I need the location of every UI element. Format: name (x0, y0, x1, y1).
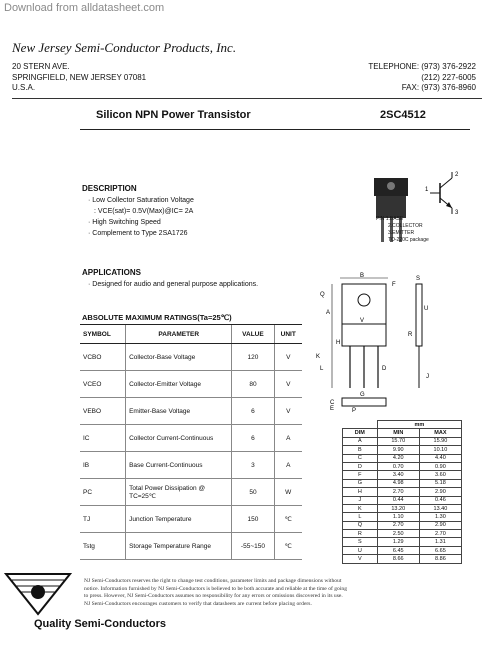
dim-cell: A (343, 437, 378, 445)
parameter-cell: Storage Temperature Range (126, 533, 232, 560)
table-row (343, 454, 462, 462)
max-cell: 1.31 (419, 538, 461, 546)
min-cell: 2.70 (377, 521, 419, 529)
value-cell: 50 (232, 479, 274, 506)
symbol-cell: Tstg (80, 533, 126, 560)
symbol-cell: VEBO (80, 398, 126, 425)
dimension-letter: S (416, 276, 421, 282)
dimension-letter: E (330, 406, 335, 412)
min-cell: 2.50 (377, 530, 419, 538)
package-outline-drawing (312, 270, 462, 418)
min-cell: 0.44 (377, 496, 419, 504)
phone-line: FAX: (973) 376-8960 (401, 83, 476, 92)
symbol-cell: IC (80, 425, 126, 452)
table-row (80, 533, 302, 560)
dim-cell: F (343, 471, 378, 479)
dimension-letter: H (336, 340, 341, 346)
dimensions-table (342, 420, 462, 564)
symbol-cell: PC (80, 479, 126, 506)
parameter-cell: Collector Current-Continuous (126, 425, 232, 452)
parameter-cell: Collector-Base Voltage (126, 344, 232, 371)
dim-cell: V (343, 555, 378, 563)
disclaimer-line: to press. However, NJ Semi-Conductors assumes no responsibility for any errors or omissions discovered in its use. (84, 593, 343, 600)
dimension-letter: A (326, 310, 331, 316)
pin-number: 1 (425, 187, 429, 193)
table-row (343, 504, 462, 512)
value-cell: 120 (232, 344, 274, 371)
dimension-letter: K (316, 354, 321, 360)
column-header: MAX (419, 429, 461, 437)
parameter-cell: Total Power Dissipation @ TC=25℃ (126, 479, 232, 506)
pin-label: TO-220C package (388, 237, 429, 243)
value-cell: -55~150 (232, 533, 274, 560)
table-row (343, 479, 462, 487)
value-cell: 6 (232, 398, 274, 425)
unit-header: mm (377, 421, 461, 429)
min-cell: 9.90 (377, 446, 419, 454)
dimension-letter: R (408, 332, 413, 338)
min-cell: 4.98 (377, 479, 419, 487)
ratings-heading: ABSOLUTE MAXIMUM RATINGS(Ta=25℃) (82, 313, 232, 322)
pin-number: 3 (455, 210, 459, 216)
min-cell: 1.10 (377, 513, 419, 521)
table-row (343, 513, 462, 521)
max-cell: 13.40 (419, 504, 461, 512)
column-header: SYMBOL (80, 325, 126, 344)
value-cell: 3 (232, 452, 274, 479)
column-header: DIM (343, 429, 378, 437)
table-row (343, 488, 462, 496)
max-cell: 2.90 (419, 521, 461, 529)
table-header-row (343, 421, 462, 429)
min-cell: 0.70 (377, 462, 419, 470)
dim-cell: G (343, 479, 378, 487)
dim-cell: J (343, 496, 378, 504)
disclaimer-line: notice. Information furnished by NJ Semi-Conductors is believed to be both accurate and reliable at the time of going (84, 585, 347, 592)
pin-label: PIN 1.BASE (376, 216, 404, 222)
unit-cell: ℃ (274, 533, 302, 560)
dim-cell: D (343, 462, 378, 470)
max-cell: 5.18 (419, 479, 461, 487)
dim-cell: C (343, 454, 378, 462)
dim-cell: U (343, 546, 378, 554)
column-header: PARAMETER (126, 325, 232, 344)
max-cell: 8.86 (419, 555, 461, 563)
max-cell: 0.46 (419, 496, 461, 504)
parameter-cell: Collector-Emitter Voltage (126, 371, 232, 398)
dimension-letter: L (320, 366, 324, 372)
dim-cell: K (343, 504, 378, 512)
unit-cell: V (274, 344, 302, 371)
value-cell: 6 (232, 425, 274, 452)
address-line: U.S.A. (12, 83, 36, 92)
min-cell: 6.45 (377, 546, 419, 554)
min-cell: 15.70 (377, 437, 419, 445)
dimension-letter: G (360, 392, 365, 398)
max-cell: 2.70 (419, 530, 461, 538)
max-cell: 3.60 (419, 471, 461, 479)
document-title: Silicon NPN Power Transistor (96, 109, 251, 121)
description-section (82, 184, 194, 239)
pin-legend (376, 216, 429, 244)
table-row (343, 538, 462, 546)
phone-line: (212) 227-6005 (421, 72, 476, 82)
unit-cell: A (274, 452, 302, 479)
disclaimer-line: NJ Semi-Conductors encourages customers to verify that datasheets are current before placing orders. (84, 600, 312, 607)
header-divider (12, 98, 482, 99)
table-header-row (343, 429, 462, 437)
unit-cell: W (274, 479, 302, 506)
symbol-cell: VCBO (80, 344, 126, 371)
min-cell: 2.70 (377, 488, 419, 496)
table-row (80, 344, 302, 371)
phone-line: TELEPHONE: (973) 376-2922 (368, 62, 476, 71)
table-row (343, 555, 462, 563)
dim-cell: Q (343, 521, 378, 529)
table-row (343, 462, 462, 470)
parameter-cell: Emitter-Base Voltage (126, 398, 232, 425)
pin-number: 2 (455, 172, 459, 178)
min-cell: 3.40 (377, 471, 419, 479)
max-cell: 6.65 (419, 546, 461, 554)
min-cell: 8.66 (377, 555, 419, 563)
max-cell: 0.90 (419, 462, 461, 470)
watermark-text: Download from alldatasheet.com (4, 2, 165, 14)
table-row (343, 530, 462, 538)
table-row (80, 425, 302, 452)
min-cell: 1.29 (377, 538, 419, 546)
description-item: · High Switching Speed (88, 219, 161, 226)
title-divider (80, 129, 470, 130)
symbol-cell: IB (80, 452, 126, 479)
min-cell: 13.20 (377, 504, 419, 512)
table-row (343, 546, 462, 554)
applications-item: · Designed for audio and general purpose applications. (88, 281, 259, 288)
value-cell: 150 (232, 506, 274, 533)
dimension-letter: C (330, 400, 335, 406)
address-line: 20 STERN AVE. (12, 62, 70, 71)
company-phones (368, 62, 476, 94)
table-row (343, 446, 462, 454)
table-header-row (80, 325, 302, 344)
max-cell: 10.10 (419, 446, 461, 454)
max-cell: 2.90 (419, 488, 461, 496)
max-cell: 4.40 (419, 454, 461, 462)
symbol-cell: TJ (80, 506, 126, 533)
dim-cell: R (343, 530, 378, 538)
table-row (343, 496, 462, 504)
pin-label: 3.EMITTER (388, 230, 415, 236)
unit-cell: V (274, 371, 302, 398)
table-row (80, 398, 302, 425)
symbol-cell: VCEO (80, 371, 126, 398)
value-cell: 80 (232, 371, 274, 398)
table-row (80, 452, 302, 479)
part-number: 2SC4512 (380, 109, 426, 121)
disclaimer (84, 578, 484, 608)
dimension-letter: F (392, 282, 396, 288)
disclaimer-line: NJ Semi-Conductors reserves the right to change test conditions, parameter limits and package dimensions without (84, 578, 342, 584)
column-header: VALUE (232, 325, 274, 344)
table-row (343, 521, 462, 529)
description-item: · Low Collector Saturation Voltage (88, 197, 194, 204)
dimension-letter: P (352, 408, 357, 414)
column-header: UNIT (274, 325, 302, 344)
max-cell: 15.90 (419, 437, 461, 445)
table-row (80, 506, 302, 533)
dimension-letter: B (360, 273, 365, 279)
dim-cell: B (343, 446, 378, 454)
min-cell: 4.20 (377, 454, 419, 462)
dimension-letter: D (382, 366, 387, 372)
description-heading: DESCRIPTION (82, 184, 137, 193)
address-line: SPRINGFIELD, NEW JERSEY 07081 (12, 72, 147, 82)
table-row (343, 471, 462, 479)
parameter-cell: Junction Temperature (126, 506, 232, 533)
dimension-letter: V (360, 318, 365, 324)
table-row (80, 479, 302, 506)
dimension-letter: U (424, 306, 429, 312)
company-name: New Jersey Semi-Conductor Products, Inc. (12, 40, 237, 55)
table-row (80, 371, 302, 398)
njs-logo (4, 572, 72, 616)
dimension-letter: Q (320, 292, 325, 298)
table-row (343, 437, 462, 445)
dim-cell: L (343, 513, 378, 521)
max-cell: 1.30 (419, 513, 461, 521)
dim-cell: S (343, 538, 378, 546)
parameter-cell: Base Current-Continuous (126, 452, 232, 479)
dim-cell: H (343, 488, 378, 496)
dimension-letter: J (426, 374, 429, 380)
pin-label: 2.COLLECTOR (388, 223, 423, 229)
unit-cell: A (274, 425, 302, 452)
ratings-table (80, 324, 302, 560)
unit-cell: ℃ (274, 506, 302, 533)
npn-symbol-icon (424, 170, 464, 216)
description-item: · Complement to Type 2SA1726 (88, 230, 188, 237)
description-item: : VCE(sat)= 0.5V(Max)@IC= 2A (94, 208, 194, 215)
applications-section (82, 268, 258, 290)
company-address (12, 62, 146, 94)
column-header: MIN (377, 429, 419, 437)
applications-heading: APPLICATIONS (82, 268, 141, 277)
unit-cell: V (274, 398, 302, 425)
quality-tagline: Quality Semi-Conductors (34, 618, 167, 630)
